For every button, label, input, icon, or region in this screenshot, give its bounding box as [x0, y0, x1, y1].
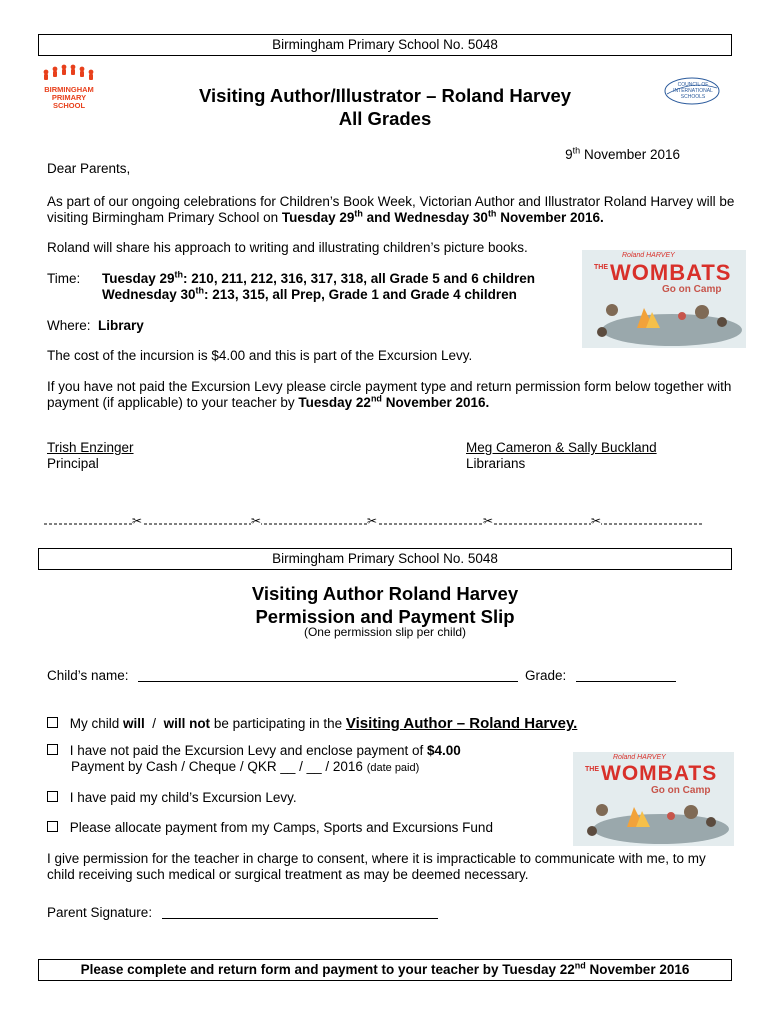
where-label: Where:	[47, 318, 91, 333]
opt1-sep: /	[144, 716, 164, 731]
intro-text: As part of our ongoing celebrations for Children’s Book Week, Victorian Author and Illustrator Roland Harvey will be visiting Birmingham Primary School on	[47, 194, 735, 225]
footer-box	[38, 959, 732, 981]
fund-checkbox[interactable]	[47, 821, 58, 832]
librarians-role: Librarians	[466, 456, 526, 471]
school-header-text: Birmingham Primary School No. 5048	[272, 37, 498, 52]
logo-line-3: SCHOOL	[52, 101, 86, 110]
time2-day: Wednesday 30	[102, 287, 196, 302]
levy-paragraph	[47, 379, 737, 411]
council-line-2: INTERNATIONAL	[673, 88, 713, 94]
intro-date-1: Tuesday 29	[281, 210, 355, 225]
time-label: Time:	[47, 271, 81, 286]
signature-librarians	[466, 440, 657, 472]
participation-checkbox[interactable]	[47, 717, 58, 728]
principal-name: Trish Enzinger	[47, 440, 134, 455]
cost-line: The cost of the incursion is $4.00 and this is part of the Excursion Levy.	[47, 348, 473, 363]
parent-signature-field[interactable]	[162, 918, 438, 919]
slip-school-text: Birmingham Primary School No. 5048	[272, 551, 498, 566]
opt1-text-a: My child	[69, 716, 124, 731]
opt1-will: will	[123, 716, 145, 731]
slip-title	[100, 582, 670, 628]
consent-paragraph: I give permission for the teacher in charge to consent, where it is impracticable to communicate with me, to my child receiving such medical or surgical treatment as may be deemed necessary.	[47, 851, 706, 882]
date-sup: th	[572, 145, 581, 156]
date-day: 9	[565, 147, 573, 162]
intro-sup-2: th	[487, 208, 497, 219]
school-logo	[38, 63, 100, 111]
paid-checkbox[interactable]	[47, 791, 58, 802]
opt2-text: I have not paid the Excursion Levy and enclose payment of	[69, 743, 427, 758]
time1-classes: : 210, 211, 212, 316, 317, 318, all Grade 5 and 6 children	[183, 271, 536, 286]
opt1-event: Visiting Author – Roland Harvey.	[345, 715, 578, 732]
option-paid	[47, 790, 297, 805]
paragraph-intro	[47, 194, 737, 226]
book-cover-title: WOMBATS	[610, 260, 732, 285]
intro-date-3: November 2016.	[496, 210, 604, 225]
school-header-box	[38, 34, 732, 56]
levy-text: If you have not paid the Excursion Levy please circle payment type and return permission form below together with payment (if applicable) to your teacher by	[47, 379, 732, 410]
option-participation	[47, 715, 577, 732]
opt2-payment-methods: Payment by Cash / Cheque / QKR __ / __ / 2016	[71, 759, 363, 774]
where-value: Library	[98, 318, 144, 333]
intro-sup-1: th	[354, 208, 363, 219]
grade-row	[525, 668, 676, 683]
main-title-line-1: Visiting Author/Illustrator – Roland Harvey	[198, 85, 572, 106]
principal-role: Principal	[47, 456, 99, 471]
opt2-amount: $4.00	[427, 743, 461, 758]
opt1-text-b: be participating in the	[210, 716, 346, 731]
levy-sup: nd	[370, 393, 382, 404]
option-not-paid	[47, 743, 461, 776]
footer-text: Please complete and return form and payment to your teacher by Tuesday 22	[80, 962, 575, 977]
cut-line	[44, 514, 704, 529]
child-name-field[interactable]	[138, 681, 518, 682]
opt1-will-not: will not	[163, 716, 211, 731]
levy-date-2: November 2016.	[381, 395, 490, 410]
levy-date: Tuesday 22	[298, 395, 371, 410]
slip-title-line-1: Visiting Author Roland Harvey	[251, 583, 519, 604]
book-cover-the: THE	[585, 766, 599, 773]
opt2-date-paid: (date paid)	[366, 762, 420, 774]
time-line-1	[102, 271, 535, 286]
grade-label: Grade:	[525, 668, 567, 683]
council-logo	[663, 76, 721, 106]
book-cover-subtitle: Go on Camp	[662, 284, 722, 295]
not-paid-checkbox[interactable]	[47, 744, 58, 755]
opt3-text: I have paid my child’s Excursion Levy.	[69, 790, 297, 805]
scissors-icon: ✂	[251, 514, 262, 528]
time2-classes: : 213, 315, all Prep, Grade 1 and Grade 4 children	[204, 287, 517, 302]
footer-date: November 2016	[585, 962, 690, 977]
scissors-icon: ✂	[483, 514, 494, 528]
slip-title-line-2: Permission and Payment Slip	[255, 606, 515, 627]
scissors-icon: ✂	[367, 514, 378, 528]
slip-school-box	[38, 548, 732, 570]
parent-signature-label: Parent Signature:	[47, 905, 153, 920]
book-cover-title: WOMBATS	[601, 762, 718, 785]
child-name-label: Child’s name:	[47, 668, 129, 683]
grade-field[interactable]	[576, 681, 676, 682]
time-line-2	[102, 287, 517, 302]
intro-date-2: and Wednesday 30	[362, 210, 488, 225]
date-rest: November 2016	[580, 147, 680, 162]
council-line-1: COUNCIL OF	[677, 82, 709, 88]
footer-sup: nd	[574, 960, 586, 971]
book-cover-image-slip	[573, 752, 734, 846]
signature-principal	[47, 440, 134, 472]
scissors-icon: ✂	[132, 514, 143, 528]
book-cover-subtitle: Go on Camp	[651, 785, 711, 796]
scissors-icon: ✂	[591, 514, 602, 528]
opt4-text: Please allocate payment from my Camps, Sports and Excursions Fund	[69, 820, 493, 835]
greeting: Dear Parents,	[47, 161, 131, 176]
librarians-name: Meg Cameron & Sally Buckland	[466, 440, 657, 455]
main-title-line-2: All Grades	[338, 108, 432, 129]
main-title	[100, 84, 670, 130]
book-cover-the: THE	[594, 264, 608, 271]
logo-line-2: PRIMARY	[51, 93, 87, 102]
option-fund	[47, 820, 493, 835]
time1-day: Tuesday 29	[102, 271, 175, 286]
slip-subtitle: (One permission slip per child)	[303, 625, 467, 639]
book-cover-author: Roland HARVEY	[613, 754, 666, 761]
letter-date	[540, 147, 680, 162]
where-line	[47, 318, 144, 333]
paragraph-approach: Roland will share his approach to writing and illustrating children’s picture books.	[47, 240, 528, 255]
council-line-3: SCHOOLS	[680, 94, 706, 100]
school-logo-figures-icon	[38, 63, 100, 83]
child-name-row	[47, 668, 518, 683]
book-cover-author: Roland HARVEY	[622, 252, 675, 259]
time1-sup: th	[174, 269, 184, 280]
parent-signature-row	[47, 905, 438, 920]
logo-line-1: BIRMINGHAM	[44, 85, 94, 94]
time2-sup: th	[195, 285, 205, 296]
book-cover-image	[582, 250, 746, 348]
